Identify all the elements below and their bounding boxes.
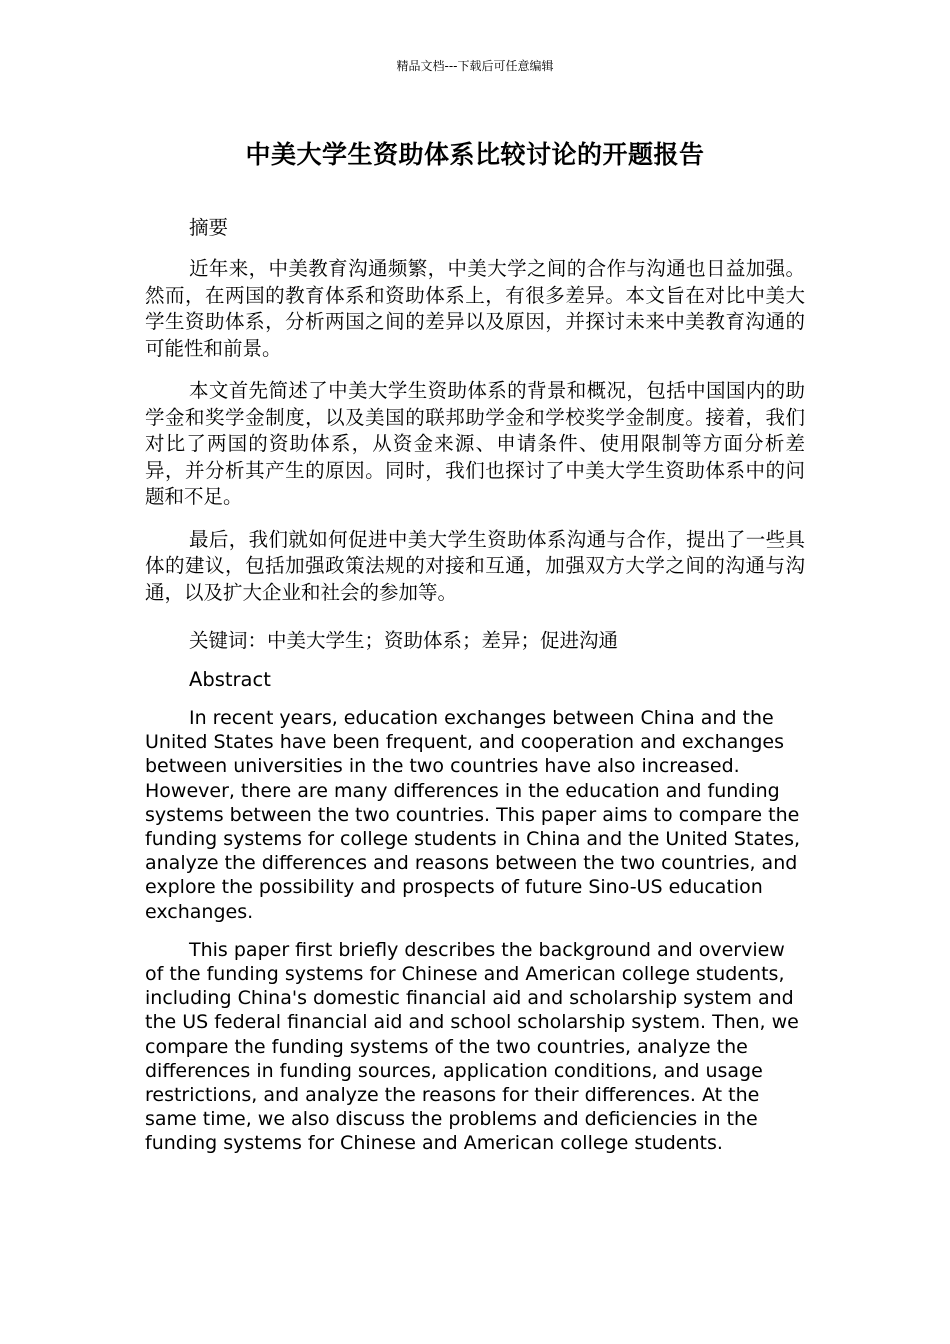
page-header-watermark: 精品文档---下载后可任意编辑 [396, 59, 554, 73]
abstract-cn-body [145, 256, 805, 622]
abstract-cn-paragraph-1: 近年来，中美教育沟通频繁，中美大学之间的合作与沟通也日益加强。然而，在两国的教育体系和资助体系上，有很多差异。本文旨在对比中美大学生资助体系，分析两国之间的差异以及原因，并探讨未来中美教育沟通的可能性和前景。 [145, 257, 805, 360]
document-title: 中美大学生资助体系比较讨论的开题报告 [245, 140, 705, 169]
abstract-cn-paragraph-3: 最后，我们就如何促进中美大学生资助体系沟通与合作，提出了一些具体的建议，包括加强政策法规的对接和互通，加强双方大学之间的沟通与沟通，以及扩大企业和社会的参加等。 [145, 527, 805, 604]
keywords-line: 关键词：中美大学生；资助体系；差异；促进沟通 [189, 629, 619, 652]
abstract-cn-paragraph-2: 本文首先简述了中美大学生资助体系的背景和概况，包括中国国内的助学金和奖学金制度，以及美国的联邦助学金和学校奖学金制度。接着，我们对比了两国的资助体系，从资金来源、申请条件、使用限制等方面分析差异，并分析其产生的原因。同时，我们也探讨了中美大学生资助体系中的问题和不足。 [145, 379, 805, 508]
abstract-cn-heading: 摘要 [189, 216, 229, 239]
abstract-en-paragraph-1: In recent years, education exchanges between China and the United States have been frequent, and cooperation and exchanges between universities in the two countries have also increased. However, there are many differences in the education and funding systems between the two countries. This paper aims to compare the funding systems for college students in China and the United States, analyze the differences and reasons between the two countries, and explore the possibility and prospects of future Sino-US education exchanges. [145, 707, 801, 923]
abstract-en-body [145, 706, 805, 1170]
abstract-en-heading: Abstract [189, 668, 271, 691]
abstract-en-paragraph-2: This paper first briefly describes the background and overview of the funding systems for Chinese and American college students, including China's domestic financial aid and scholarship system and the US federal financial aid and school scholarship system. Then, we compare the funding systems of the two countries, analyze the differences in funding sources, application conditions, and usage restrictions, and analyze the reasons for their differences. At the same time, we also discuss the problems and deficiencies in the funding systems for Chinese and American college students. [145, 938, 799, 1155]
